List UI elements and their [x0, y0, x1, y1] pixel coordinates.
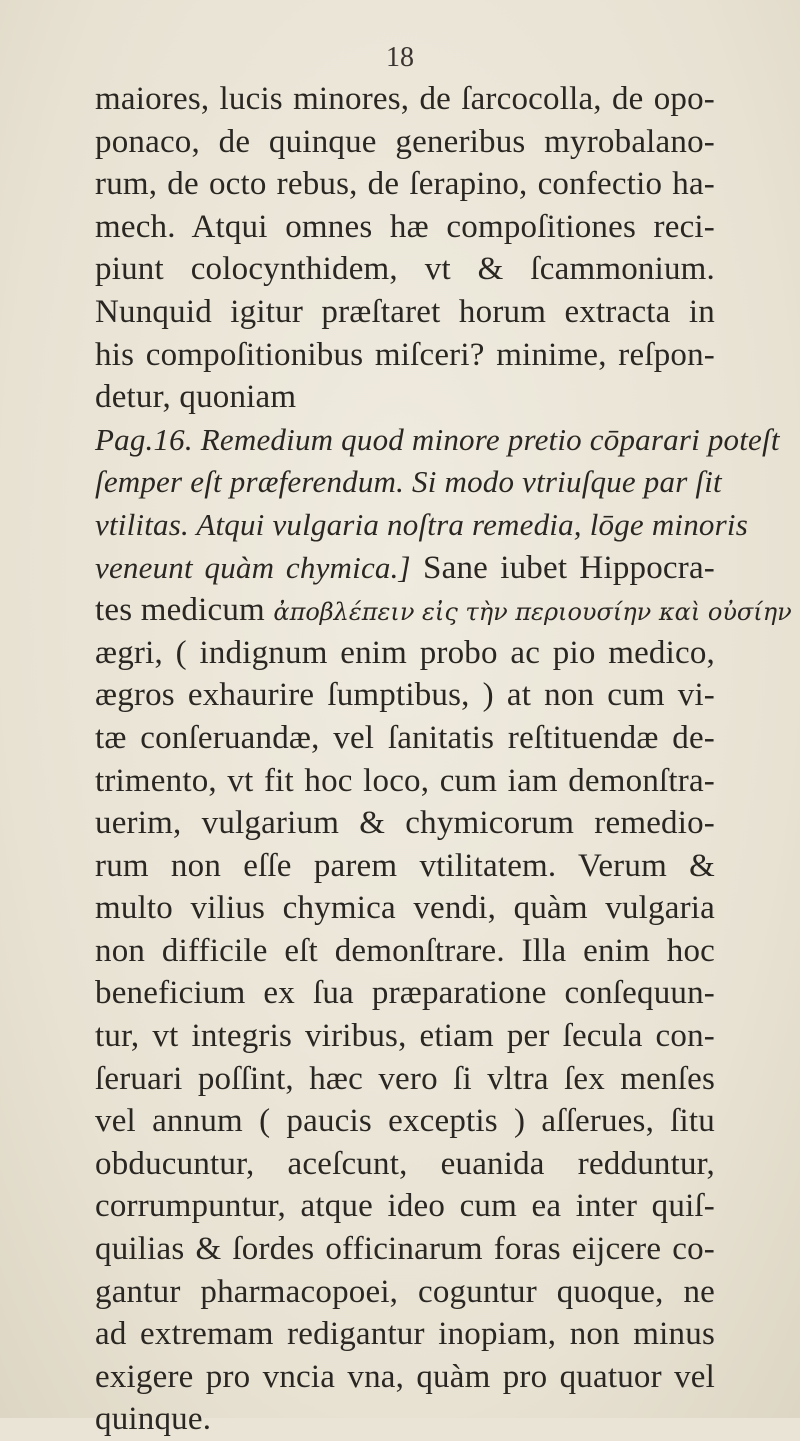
text-line: rum, de octo rebus, de ſerapino, confectio ha-	[95, 166, 715, 203]
page-number: 18	[386, 42, 414, 73]
body-text	[95, 78, 792, 1441]
text-line: exigere pro vncia vna, quàm pro quatuor vel	[95, 1358, 715, 1395]
text-line: vel annum ( paucis exceptis ) aſſerues, ſitu	[95, 1103, 715, 1140]
text-line: mech. Atqui omnes hæ compoſitiones reci-	[95, 208, 715, 245]
text-line: quinque.	[95, 1401, 212, 1438]
text-line: obducuntur, aceſcunt, euanida redduntur,	[95, 1145, 715, 1182]
text-line: detur, quoniam	[95, 379, 297, 416]
text-line-mixed: veneunt quàm chymica.] Sane iubet Hippocra-	[95, 549, 715, 586]
text-line: ſeruari poſſint, hæc vero ſi vltra ſex menſes	[95, 1060, 715, 1097]
text-line-greek	[95, 589, 792, 632]
text-line: non difficile eſt demonſtrare. Illa enim hoc	[95, 932, 715, 969]
text-line: trimento, vt fit hoc loco, cum iam demonſtra-	[95, 762, 715, 799]
text-line: ægri, ( indignum enim probo ac pio medico,	[95, 634, 715, 671]
quoted-passage-line: Pag.16. Remedium quod minore pretio cōparari poteſt	[95, 421, 780, 457]
text-line: maiores, lucis minores, de ſarcocolla, de opo-	[95, 81, 715, 117]
text-line: tæ conſeruandæ, vel ſanitatis reſtituendæ de-	[95, 719, 715, 756]
quoted-passage-line: vtilitas. Atqui vulgaria noſtra remedia, lōge minoris	[95, 506, 748, 542]
text-line: ægros exhaurire ſumptibus, ) at non cum vi-	[95, 677, 715, 714]
text-line: quilias & ſordes officinarum foras eijcere co-	[95, 1231, 715, 1268]
text-line: ponaco, de quinque generibus myrobalano-	[95, 123, 715, 160]
text-line: piunt colocynthidem, vt & ſcammonium.	[95, 251, 715, 288]
text-fragment: tes medicum	[95, 592, 265, 629]
text-line: multo vilius chymica vendi, quàm vulgaria	[95, 890, 715, 927]
text-line: rum non eſſe parem vtilitatem. Verum &	[95, 847, 715, 884]
text-line: ad extremam redigantur inopiam, non minus	[95, 1316, 715, 1353]
text-line: uerim, vulgarium & chymicorum remedio-	[95, 805, 715, 842]
text-line: his compoſitionibus miſceri? minime, reſpon-	[95, 336, 715, 373]
greek-phrase: ἀποβλέπειν εἰς τὴν περιουσίην καὶ οὐσίην	[273, 598, 792, 627]
text-line: beneficium ex ſua præparatione conſequun-	[95, 975, 715, 1012]
text-line: Nunquid igitur præſtaret horum extracta in	[95, 293, 715, 330]
text-line: tur, vt integris viribus, etiam per ſecula con-	[95, 1018, 715, 1055]
quoted-passage-line: ſemper eſt præferendum. Si modo vtriuſque par ſit	[95, 464, 722, 500]
text-line: corrumpuntur, atque ideo cum ea inter quiſ-	[95, 1188, 715, 1225]
text-line: gantur pharmacopoei, coguntur quoque, ne	[95, 1273, 715, 1310]
